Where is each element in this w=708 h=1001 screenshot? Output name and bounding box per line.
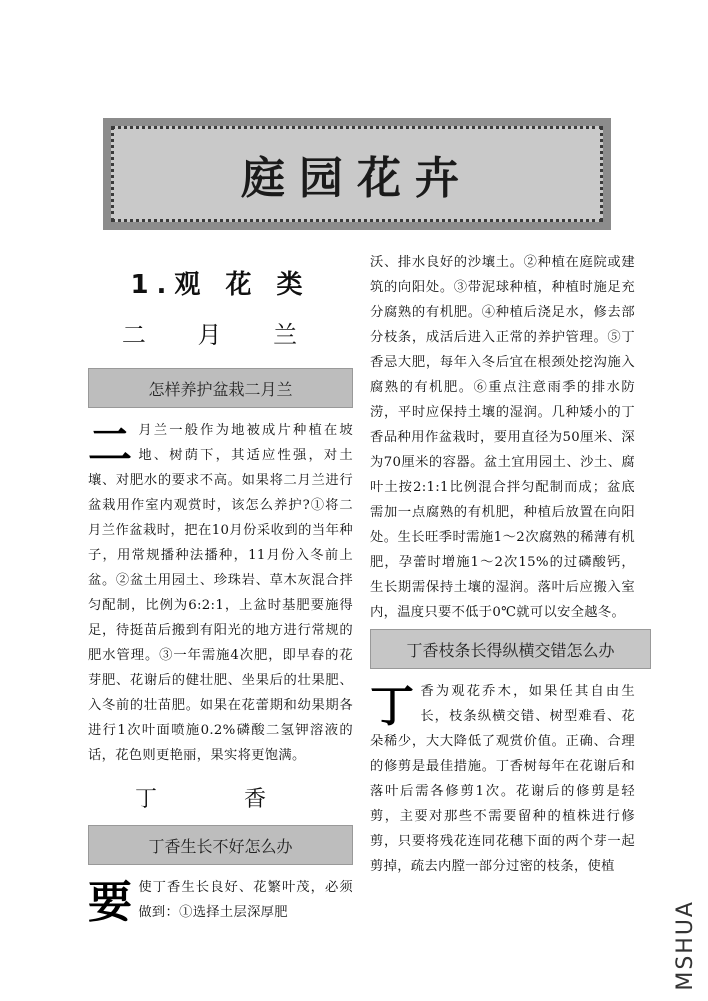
question-bar-1: 怎样养护盆栽二月兰 bbox=[88, 368, 353, 408]
title-banner bbox=[103, 118, 611, 230]
left-column bbox=[88, 244, 353, 928]
answer-text-2: 使丁香生长良好、花繁叶茂，必须做到：①选择土层深厚肥 bbox=[138, 880, 353, 920]
right-column bbox=[370, 250, 635, 879]
page-title: 庭园花卉 bbox=[241, 153, 473, 204]
answer-paragraph-2 bbox=[88, 875, 353, 928]
question-bar-3: 丁香枝条长得纵横交错怎么办 bbox=[370, 629, 651, 669]
answer-text-1: 月兰一般作为地被成片种植在坡地、树荫下，其适应性强，对土壤、对肥水的要求不高。如果将二月兰进行盆栽用作室内观赏时，该怎么养护?①将二月兰作盆栽时，把在10月份采收到的当年种子，用常规播种法播种，11月份入冬前上盆。②盆土用园土、珍珠岩、草木灰混合拌匀配制，比例为6:2:1，上盆时基肥要施得足，待挺苗后搬到有阳光的地方进行常规的肥水管理。③一年需施4次肥，即早春的花芽肥、花谢后的健壮肥、坐果后的壮果肥、入冬前的壮苗肥。如果在花蕾期和幼果期各进行1次叶面喷施0.2%磷酸二氢钾溶液的话，花色则更艳丽，果实将更饱满。 bbox=[88, 423, 353, 763]
answer-paragraph-3 bbox=[370, 679, 635, 879]
item-heading-dingxiang: 丁 香 bbox=[135, 787, 306, 812]
answer-paragraph-2-continued: 沃、排水良好的沙壤土。②种植在庭院或建筑的向阳处。③带泥球种植，种植时施足充分腐熟的有机肥。④种植后浇足水，修去部分枝条，成活后进入正常的养护管理。⑤丁香忌大肥，每年入冬后宜在根颈处挖沟施入腐熟的有机肥。⑥重点注意雨季的排水防涝，平时应保持土壤的湿润。几种矮小的丁香品种用作盆栽时，要用直径为50厘米、深为70厘米的容器。盆土宜用园土、沙土、腐叶土按2:1:1比例混合拌匀配制而成；盆底需加一点腐熟的有机肥，种植后放置在向阳处。生长旺季时需施1～2次腐熟的稀薄有机肥，孕蕾时增施1～2次15%的过磷酸钙，生长期需保持土壤的湿润。落叶后应搬入室内，温度只要不低于0℃就可以安全越冬。 bbox=[370, 255, 635, 620]
answer-paragraph-1 bbox=[88, 418, 353, 768]
dropcap-1: 二 bbox=[88, 420, 133, 471]
title-banner-frame bbox=[111, 126, 603, 222]
item-heading-eryuelan: 二 月 兰 bbox=[121, 321, 320, 349]
section-heading: 1.观 花 类 bbox=[130, 270, 311, 300]
watermark: MSHUA bbox=[673, 900, 698, 991]
question-bar-2: 丁香生长不好怎么办 bbox=[88, 825, 353, 865]
dropcap-2: 要 bbox=[88, 877, 133, 928]
answer-text-3: 香为观花乔木，如果任其自由生长，枝条纵横交错、树型难看、花朵稀少，大大降低了观赏价值。正确、合理的修剪是最佳措施。丁香树每年在花谢后和落叶后需各修剪1次。花谢后的修剪是轻剪，主要对那些不需要留种的植株进行修剪，只要将残花连同花穗下面的两个芽一起剪掉，疏去内膛一部分过密的枝条，使植 bbox=[370, 684, 635, 874]
dropcap-3: 丁 bbox=[370, 681, 415, 732]
